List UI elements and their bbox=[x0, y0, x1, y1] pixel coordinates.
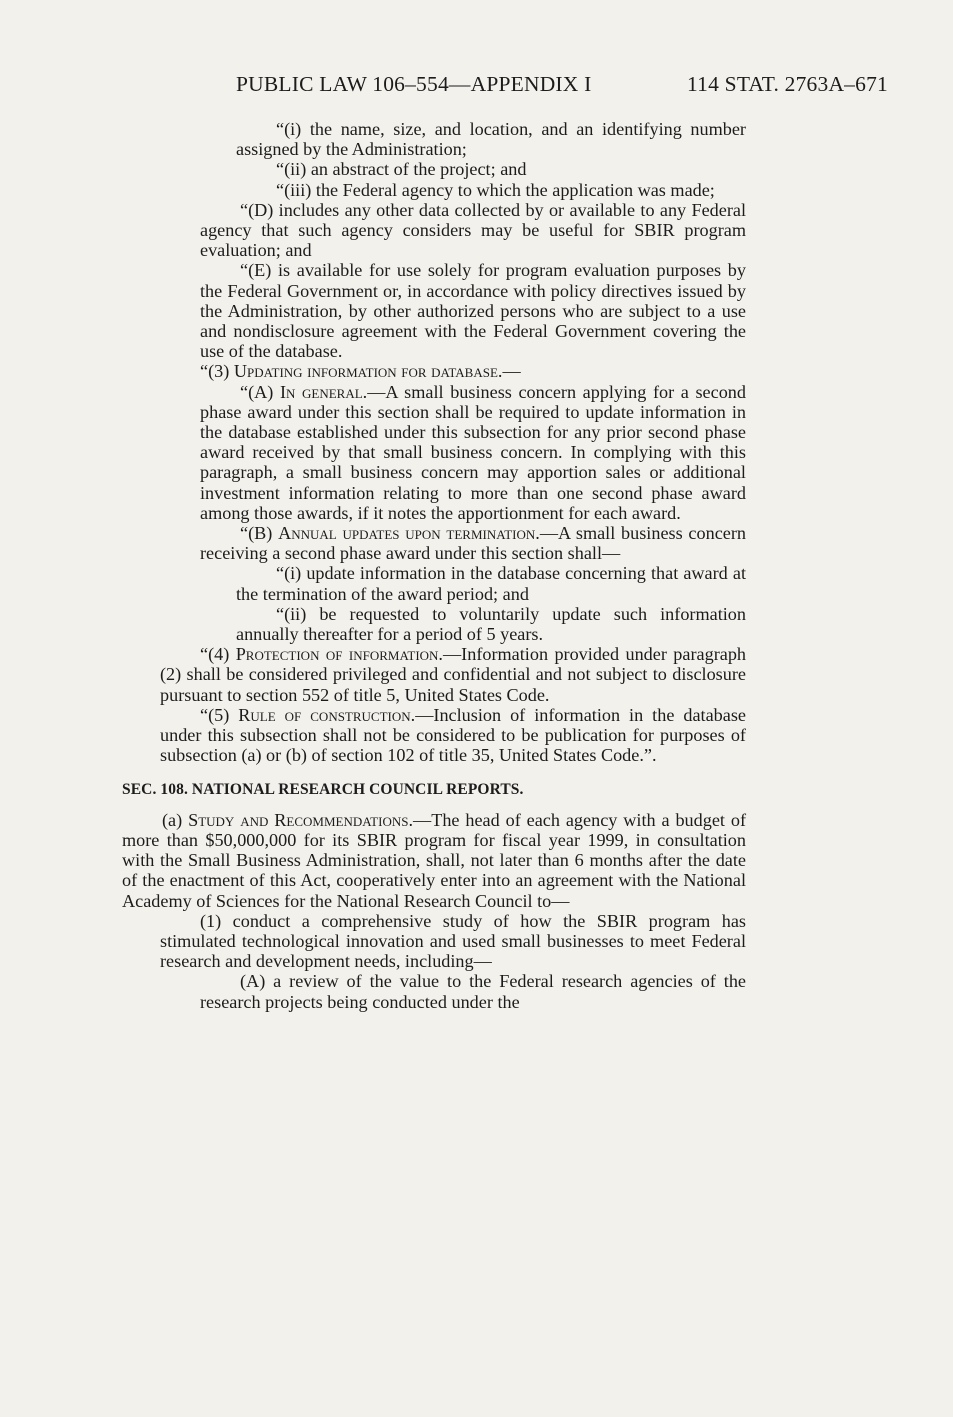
paragraph-3-title: Updating information for database. bbox=[233, 361, 503, 382]
paragraph-A-review: (A) a review of the value to the Federal research agencies of the research projects being conducted under the bbox=[200, 971, 746, 1012]
paragraph-ii-abstract: “(ii) an abstract of the project; and bbox=[276, 159, 527, 180]
subsection-a bbox=[122, 810, 746, 911]
paragraph-iii-agency: “(iii) the Federal agency to which the application was made; bbox=[276, 179, 715, 200]
paragraph-3B-body: —A small business concern receiving a second phase award under this section shall— bbox=[200, 523, 746, 564]
paragraph-3B-i: “(i) update information in the database concerning that award at the termination of the award period; and bbox=[236, 563, 746, 604]
paragraph-4-title: Protection of information. bbox=[235, 644, 443, 665]
paragraph-i-name: “(i) the name, size, and location, and an identifying number assigned by the Administration; bbox=[236, 119, 746, 160]
paragraph-1-study: (1) conduct a comprehensive study of how the SBIR program has stimulated technological innovation and used small businesses to meet Federal research and development needs, including— bbox=[160, 910, 746, 972]
subsection-a-title: Study and Recommendations. bbox=[188, 809, 414, 830]
paragraph-3-dash: — bbox=[502, 361, 521, 382]
paragraph-5-title: Rule of construction. bbox=[238, 704, 416, 725]
paragraph-3A-title: In general. bbox=[279, 381, 368, 402]
subsection-a-body: —The head of each agency with a budget of more than $50,000,000 for its SBIR program for fiscal year 1999, in consultation with the Small Business Administration, shall, not later than 6 months after the date of the enactment of this Act, cooperatively enter into an agreement with the National Academy of Sciences for the National Research Council to— bbox=[122, 809, 746, 911]
header-title: PUBLIC LAW 106–554—APPENDIX I bbox=[236, 72, 592, 96]
body-text bbox=[0, 119, 953, 1012]
paragraph-3B-ii: “(ii) be requested to voluntarily update such information annually thereafter for a period of 5 years. bbox=[236, 603, 746, 645]
header-stat-citation: 114 STAT. 2763A–671 bbox=[687, 72, 888, 96]
paragraph-3-heading bbox=[160, 361, 746, 381]
paragraph-5-number: “(5) bbox=[200, 704, 239, 725]
paragraph-3B-title: Annual updates upon termination. bbox=[278, 523, 540, 544]
paragraph-4-number: “(4) bbox=[200, 644, 236, 665]
paragraph-E: “(E) is available for use solely for program evaluation purposes by the Federal Government or, in accordance with policy directives issued by the Administration, by other authorized persons who are subject to a use and nondisclosure agreement with the Federal Government covering the use of the database. bbox=[200, 260, 746, 362]
paragraph-3-number: “(3) bbox=[200, 361, 234, 382]
paragraph-4 bbox=[160, 644, 746, 705]
paragraph-5-body: —Inclusion of information in the database under this subsection shall not be considered to be publication for purposes of subsection (a) or (b) of section 102 of title 35, United States Code.”. bbox=[160, 704, 746, 766]
page-header bbox=[236, 72, 888, 98]
paragraph-3A bbox=[200, 382, 746, 523]
section-108-heading: SEC. 108. NATIONAL RESEARCH COUNCIL REPORTS. bbox=[122, 780, 524, 798]
paragraph-D: “(D) includes any other data collected by or available to any Federal agency that such agency considers may be useful for SBIR program evaluation; and bbox=[200, 199, 746, 261]
paragraph-3A-number: “(A) bbox=[240, 381, 280, 402]
paragraph-5 bbox=[160, 705, 746, 766]
paragraph-3B bbox=[200, 523, 746, 563]
paragraph-4-body: —Information provided under paragraph (2) shall be considered privileged and confidential and not subject to disclosure pursuant to section 552 of title 5, United States Code. bbox=[160, 644, 747, 705]
paragraph-3B-number: “(B) bbox=[240, 523, 279, 544]
paragraph-3A-body: —A small business concern applying for a second phase award under this section shall be required to update information in the database established under this subsection for any prior second phase award received by that small business concern. In complying with this paragraph, a small business concern may apportion sales or additional investment information relating to more than one second phase award among those awards, if it notes the apportionment for each award. bbox=[200, 381, 746, 523]
subsection-a-number: (a) bbox=[162, 809, 189, 830]
